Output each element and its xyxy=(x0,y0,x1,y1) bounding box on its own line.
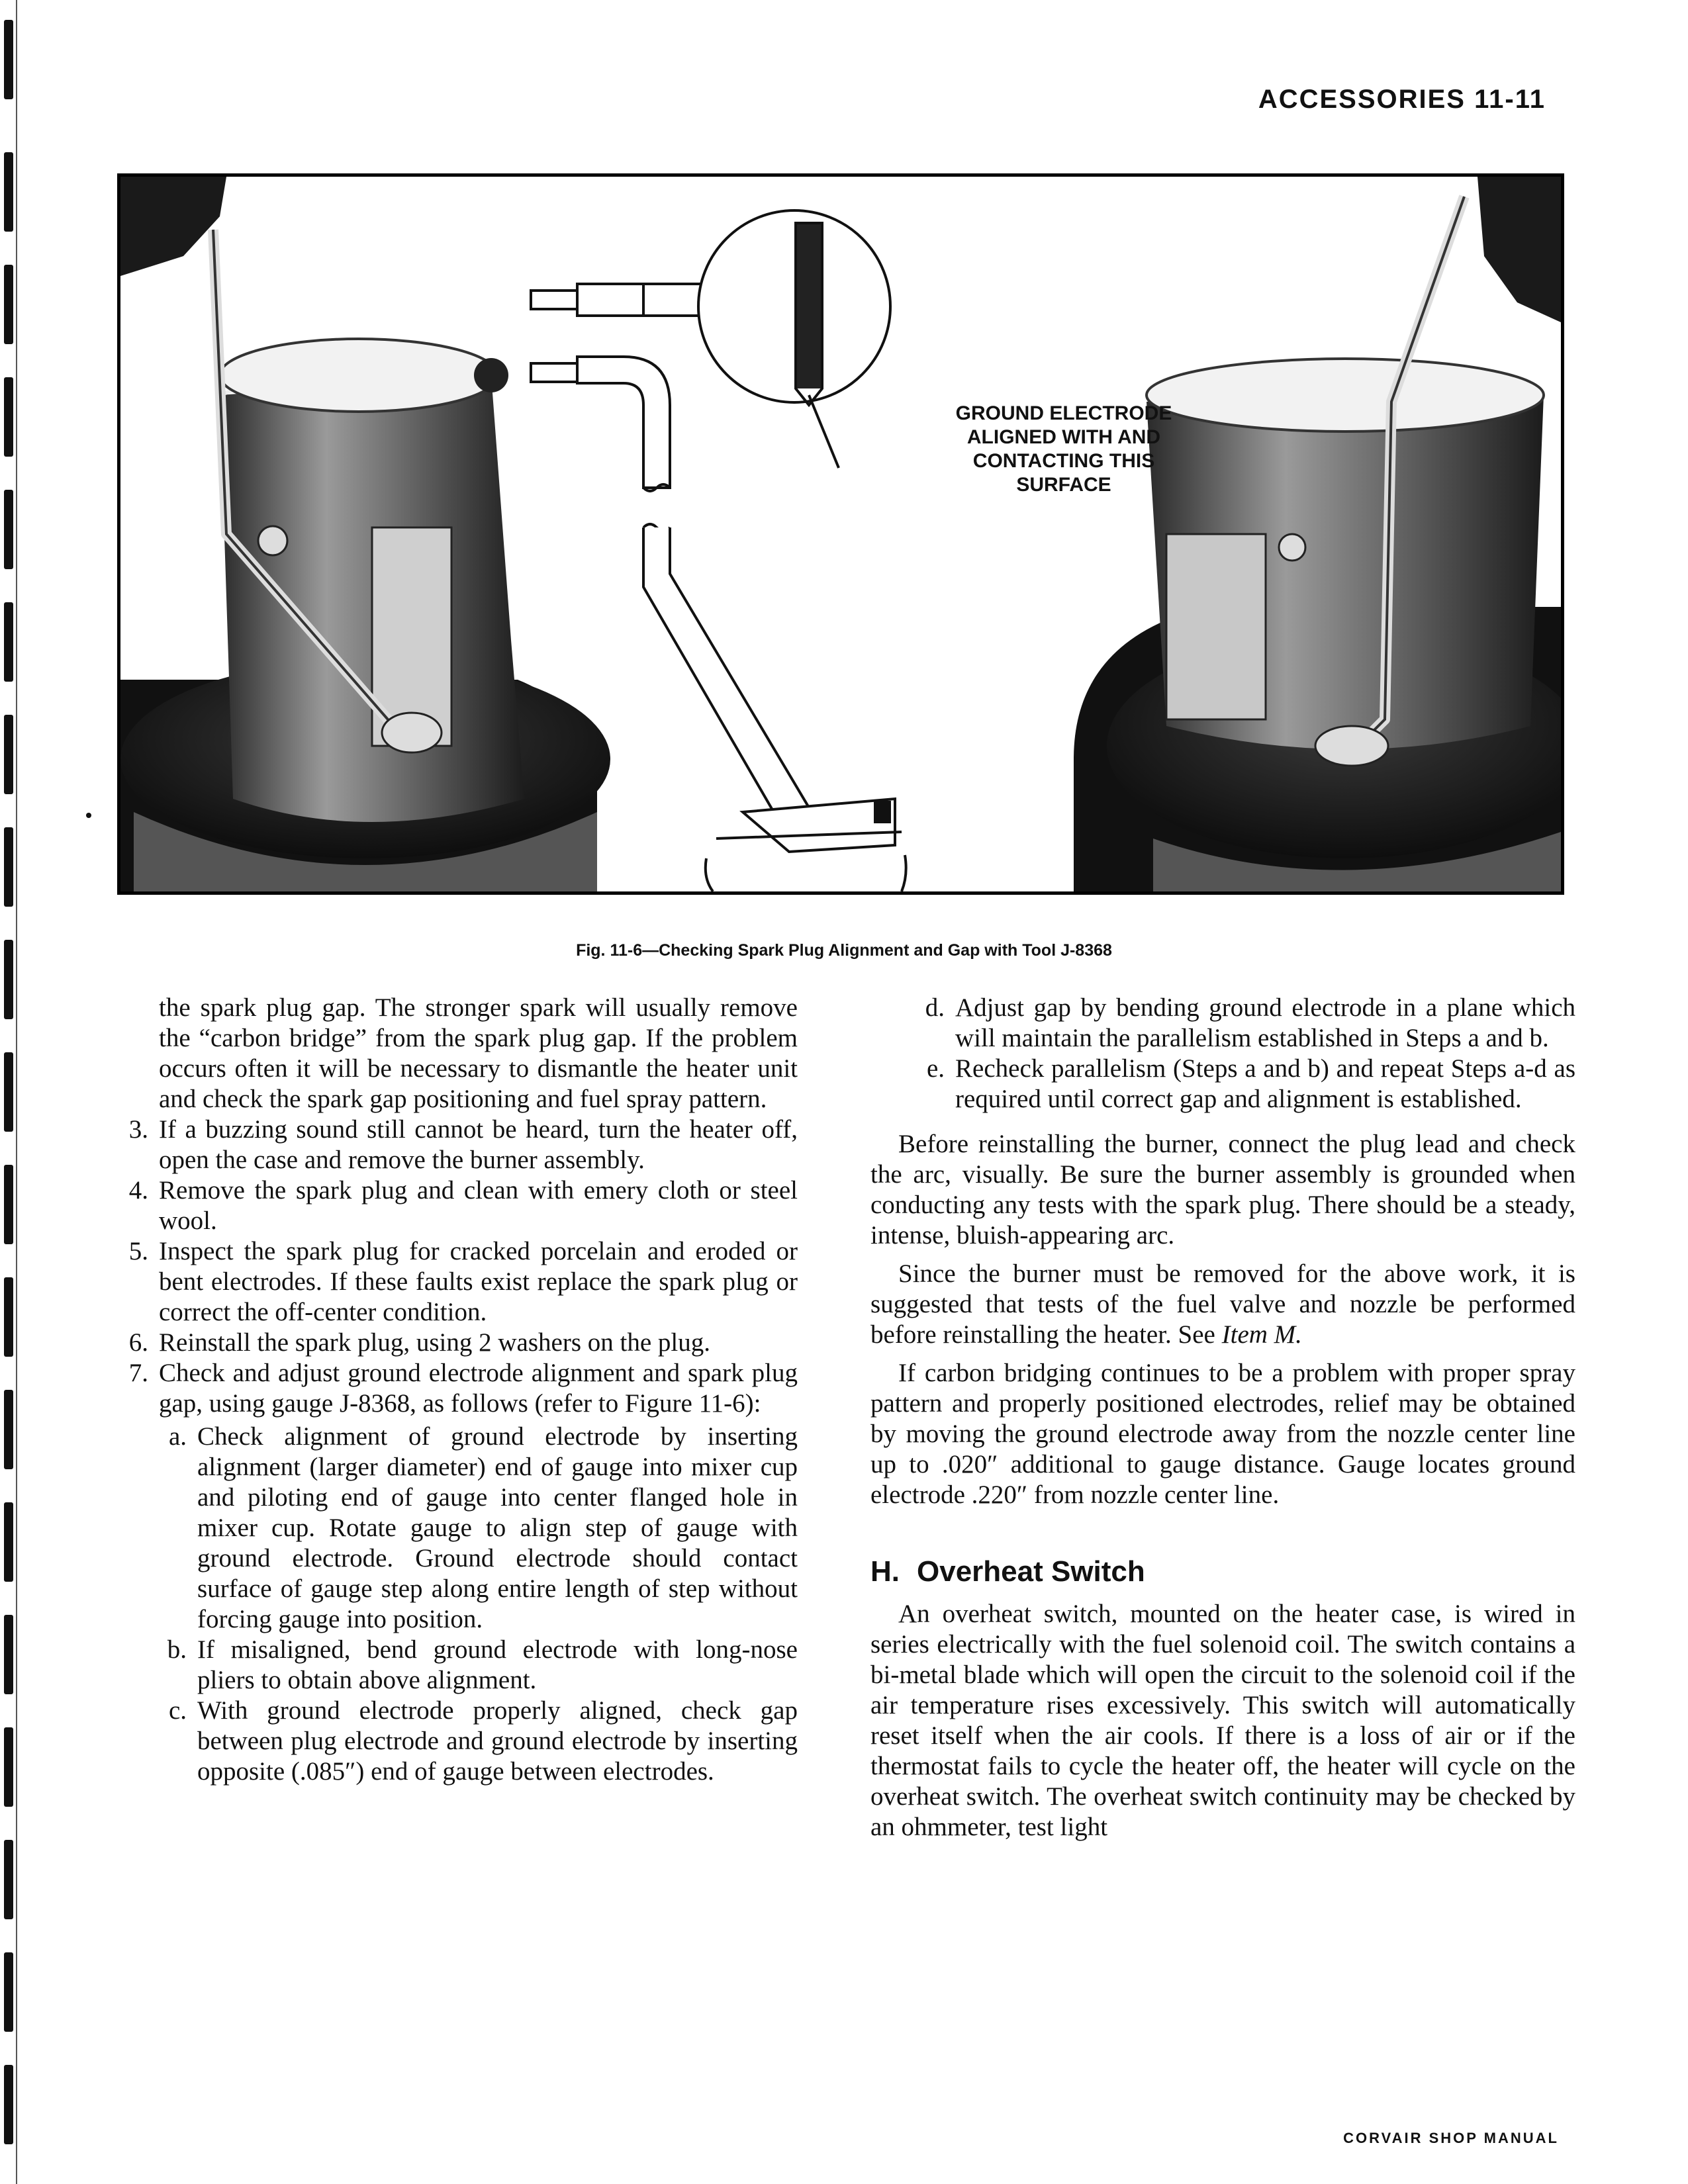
left-column xyxy=(128,993,798,1787)
sub-list-item: c. With ground electrode properly aligned, check gap between plug electrode and ground electrode by inserting opposite (.085″) end of gauge between electrodes. xyxy=(168,1696,798,1786)
item-reference: Item M. xyxy=(1221,1320,1302,1349)
figure-caption: Fig. 11-6—Checking Spark Plug Alignment and Gap with Tool J-8368 xyxy=(576,941,1112,960)
paragraph: If carbon bridging continues to be a problem with proper spray pattern and properly positioned electrodes, relief may be obtained by moving the ground electrode away from the nozzle center line up to .020″ additional to gauge distance. Gauge locates ground electrode .220″ from nozzle center line. xyxy=(870,1359,1575,1509)
paragraph: Before reinstalling the burner, connect the plug lead and check the arc, visually. Be sure the burner assembly is grounded when conducting any tests with the spark plug. There should be a steady, intense, bluish-appearing arc. xyxy=(870,1130,1575,1250)
list-item: 6. Reinstall the spark plug, using 2 washers on the plug. xyxy=(128,1328,710,1357)
figure-illustration xyxy=(120,177,1561,891)
list-item: 4. Remove the spark plug and clean with emery cloth or steel wool. xyxy=(128,1176,798,1235)
stray-mark xyxy=(86,813,91,818)
sub-list-item: b. If misaligned, bend ground electrode with long-nose pliers to obtain above alignment. xyxy=(167,1635,798,1694)
figure-11-6 xyxy=(117,173,1564,895)
ground-electrode-callout: GROUND ELECTRODE ALIGNED WITH AND CONTACTING THIS SURFACE xyxy=(955,402,1172,496)
list-item: 3. If a buzzing sound still cannot be heard, turn the heater off, open the case and remove the burner assembly. xyxy=(128,1115,798,1174)
sub-list-item: d. Adjust gap by bending ground electrode in a plane which will maintain the parallelism established in Steps a and b. xyxy=(925,993,1575,1052)
right-photo xyxy=(1074,177,1561,891)
left-photo xyxy=(120,177,610,891)
page-footer: CORVAIR SHOP MANUAL xyxy=(1343,2130,1559,2146)
sub-list-item: a. Check alignment of ground electrode by inserting alignment (larger diameter) end of gauge into mixer cup and piloting end of gauge into center flanged hole in mixer cup. Rotate gauge to align step of gauge with ground electrode. Ground electrode should contact surface of gauge step along entire length of step without forcing gauge into position. xyxy=(168,1422,798,1633)
page-header: ACCESSORIES 11-11 xyxy=(1258,85,1546,114)
paragraph: Since the burner must be removed for the above work, it is suggested that tests of the fuel valve and nozzle be performed before reinstalling the heater. See Item M. xyxy=(870,1259,1575,1349)
continued-paragraph: the spark plug gap. The stronger spark will usually remove the “carbon bridge” from the spark plug gap. If the problem occurs often it will be necessary to dismantle the heater unit and check the spark gap positioning and fuel spray pattern. xyxy=(159,993,798,1113)
binding-holes xyxy=(0,0,20,2184)
sub-list-item: e. Recheck parallelism (Steps a and b) and repeat Steps a-d as required until correct gap and alignment is established. xyxy=(926,1054,1575,1113)
list-item: 5. Inspect the spark plug for cracked porcelain and eroded or bent electrodes. If these faults exist replace the spark plug or correct the off-center condition. xyxy=(128,1237,798,1326)
list-item: 7. Check and adjust ground electrode alignment and spark plug gap, using gauge J-8368, as follows (refer to Figure 11-6): xyxy=(128,1359,798,1418)
paragraph: An overheat switch, mounted on the heater case, is wired in series electrically with the fuel solenoid coil. The switch contains a bi-metal blade which will open the circuit to the solenoid coil if the air temperature rises excessively. This switch will automatically reset itself when the air cools. If there is a loss of air or if the thermostat fails to cycle the heater off, the heater will cycle on the overheat switch. The overheat switch continuity may be checked by an ohmmeter, test light xyxy=(870,1600,1575,1841)
section-heading: H. Overheat Switch xyxy=(870,1555,1145,1588)
right-column xyxy=(870,993,1575,1843)
